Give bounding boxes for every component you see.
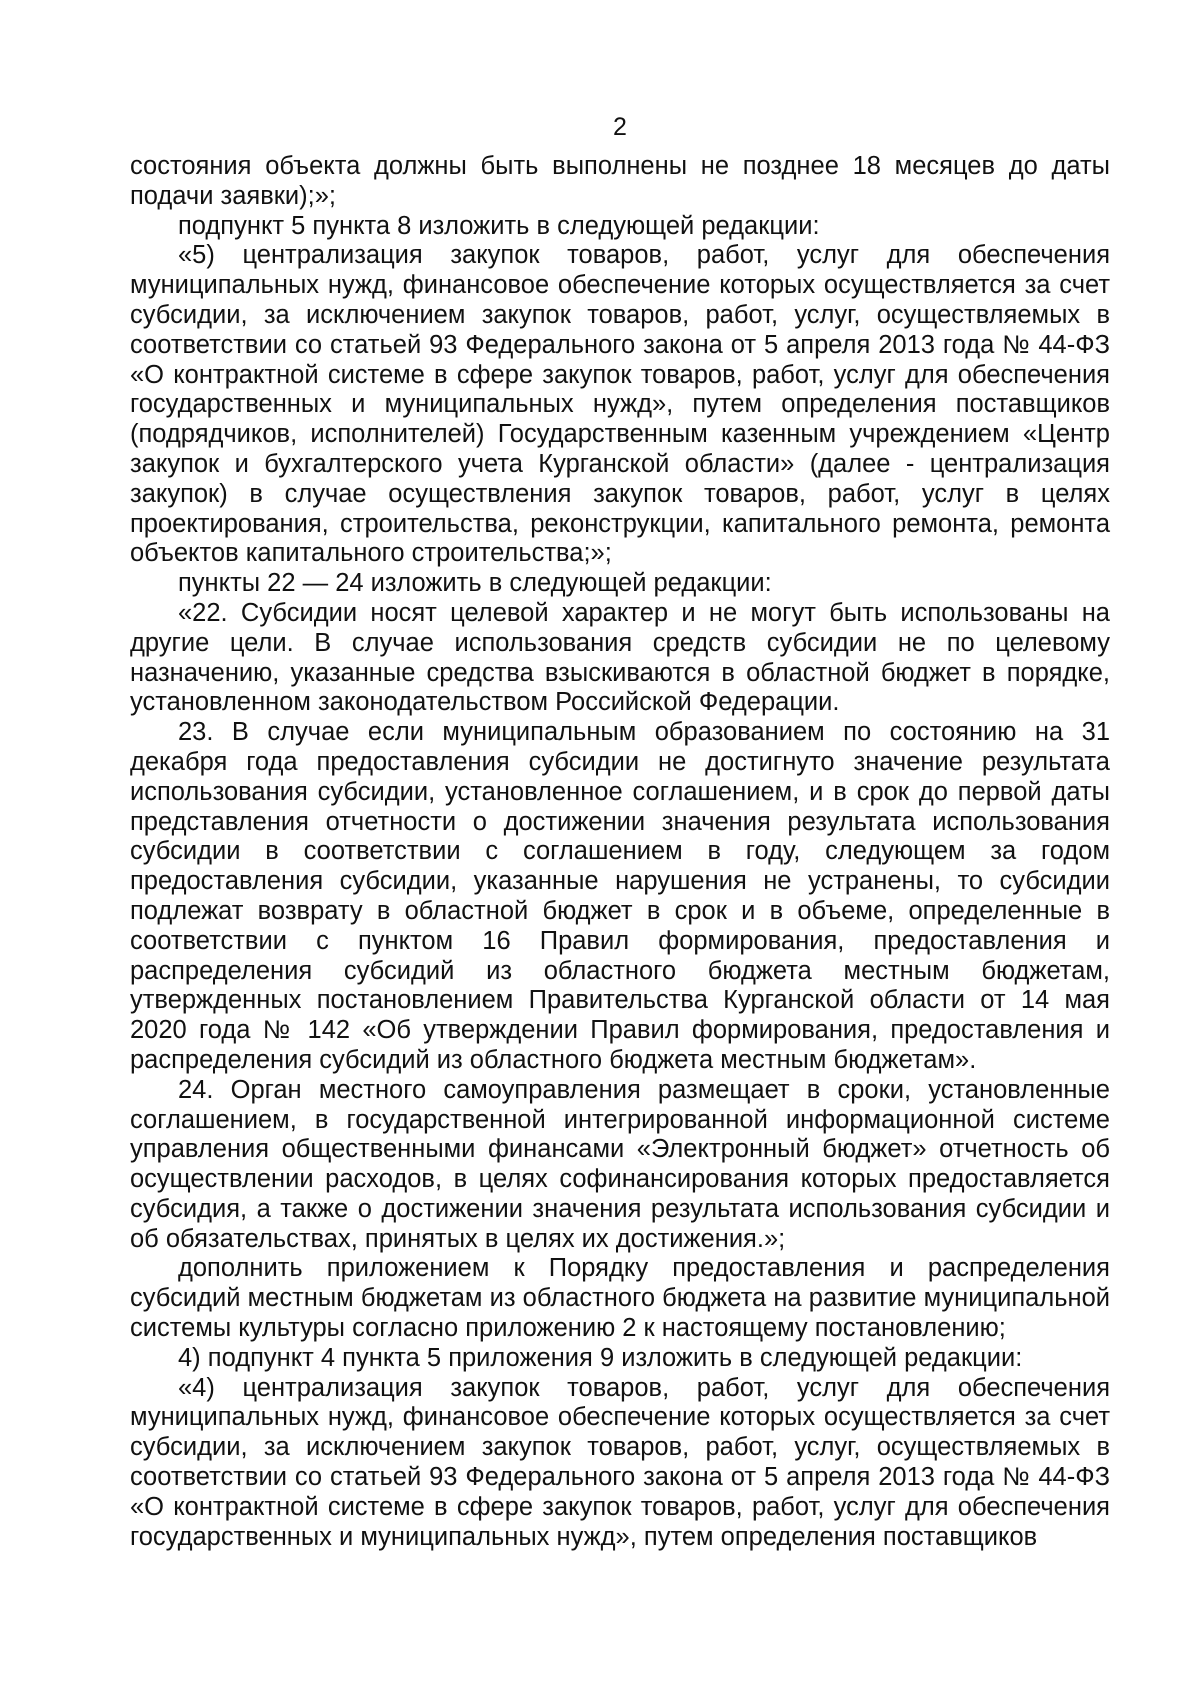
paragraph-item4-intro: 4) подпункт 4 пункта 5 приложения 9 изложить в следующей редакции: <box>178 1343 1023 1372</box>
paragraph-subpoint5-text: «5) централизация закупок товаров, работ, услуг для обеспечения муниципальных нужд, финансовое обеспечение которых осуществляется за счет субсидии, за исключением закупок товаров, работ, услуг, осуществляемых в соответствии со статьей 93 Федерального закона от 5 апреля 2013 года № 44-ФЗ «О контрактной системе в сфере закупок товаров, работ, услуг для обеспечения государственных и муниципальных нужд», путем определения поставщиков (подрядчиков, исполнителей) Государственным казенным учреждением «Центр закупок и бухгалтерского учета Курганской области» (далее - централизация закупок) в случае осуществления закупок товаров, работ, услуг в целях проектирования, строительства, реконструкции, капитального ремонта, ремонта объектов капитального строительства;»; <box>130 241 1110 568</box>
document-body <box>130 152 1110 1552</box>
paragraph-point23: 23. В случае если муниципальным образованием по состоянию на 31 декабря года предоставления субсидии не достигнуто значение результата использования субсидии, установленное соглашением, и в срок до первой даты представления отчетности о достижении значения результата использования субсидии в соответствии с соглашением в году, следующем за годом предоставления субсидии, указанные нарушения не устранены, то субсидии подлежат возврату в областной бюджет в срок и в объеме, определенные в соответствии с пунктом 16 Правил формирования, предоставления и распределения субсидий из областного бюджета местным бюджетам, утвержденных постановлением Правительства Курганской области от 14 мая 2020 года № 142 «Об утверждении Правил формирования, предоставления и распределения субсидий из областного бюджета местным бюджетам». <box>130 718 1110 1074</box>
paragraph-continuation: состояния объекта должны быть выполнены не позднее 18 месяцев до даты подачи заявки);»; <box>130 152 1110 210</box>
paragraph-points22-24-intro: пункты 22 — 24 изложить в следующей редакции: <box>178 569 772 598</box>
paragraph-subpoint5-intro: подпункт 5 пункта 8 изложить в следующей редакции: <box>178 211 820 240</box>
paragraph-point24: 24. Орган местного самоуправления размещает в сроки, установленные соглашением, в государственной интегрированной информационной системе управления общественными финансами «Электронный бюджет» отчетность об осуществлении расходов, в целях софинансирования которых предоставляется субсидия, а также о достижении значения результата использования субсидии и об обязательствах, принятых в целях их достижения.»; <box>130 1075 1110 1253</box>
paragraph-point22: «22. Субсидии носят целевой характер и не могут быть использованы на другие цели. В случае использования средств субсидии не по целевому назначению, указанные средства взыскиваются в областной бюджет в порядке, установленном законодательством Российской Федерации. <box>130 598 1110 717</box>
paragraph-appendix-addition: дополнить приложением к Порядку предоставления и распределения субсидий местным бюджетам из областного бюджета на развитие муниципальной системы культуры согласно приложению 2 к настоящему постановлению; <box>130 1254 1110 1343</box>
page-number: 2 <box>613 113 627 141</box>
paragraph-subpoint4-text: «4) централизация закупок товаров, работ, услуг для обеспечения муниципальных нужд, финансовое обеспечение которых осуществляется за счет субсидии, за исключением закупок товаров, работ, услуг, осуществляемых в соответствии со статьей 93 Федерального закона от 5 апреля 2013 года № 44-ФЗ «О контрактной системе в сфере закупок товаров, работ, услуг для обеспечения государственных и муниципальных нужд», путем определения поставщиков <box>130 1373 1110 1551</box>
